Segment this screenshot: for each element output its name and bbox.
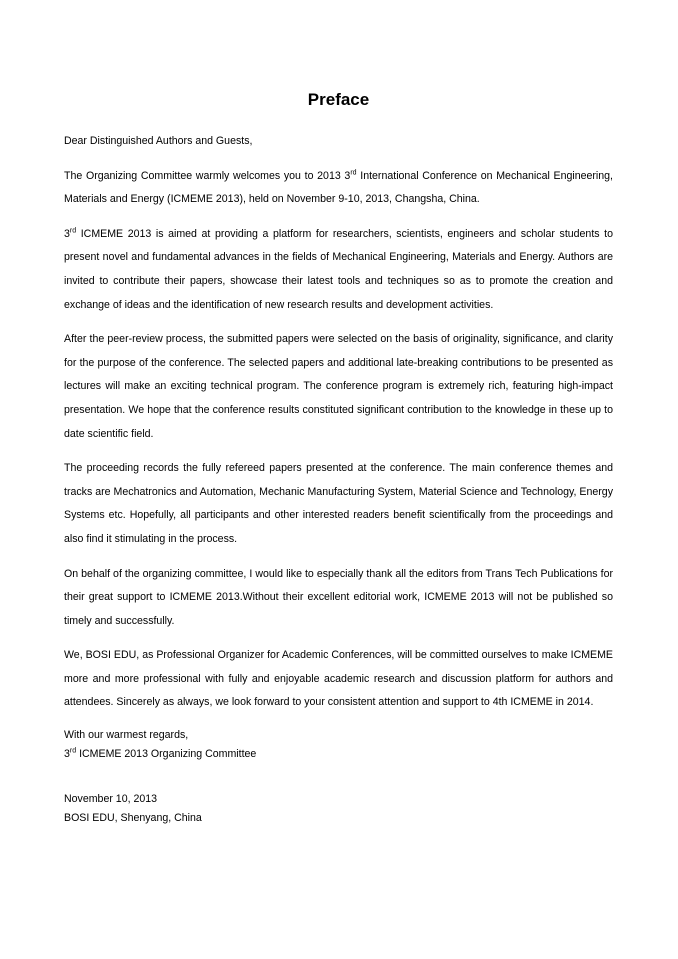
- spacer: [64, 764, 613, 790]
- paragraph-welcome-text-a: The Organizing Committee warmly welcomes you to 2013 3: [64, 169, 351, 182]
- paragraph-thanks: On behalf of the organizing committee, I would like to especially thank all the editors from Trans Tech Publications for their great support to ICMEME 2013.Without their excellent editorial work, ICMEME 2013 will not be published so timely and successfully.: [64, 567, 613, 627]
- paragraph-proceedings: The proceeding records the fully refereed papers presented at the conference. The main conference themes and tracks are Mechatronics and Automation, Mechanic Manufacturing System, Material Science and Technology, Energy Systems etc. Hopefully, all participants and other interested readers benefit scientifically from the proceedings and also find it stimulating in the process.: [64, 462, 613, 545]
- paragraph-welcome: [64, 165, 613, 212]
- paragraph-welcome-text-b: International Conference on Mechanical Engineering, Materials and Energy (ICMEME 2013), held on November 9-10, 2013, Changsha, China.: [64, 169, 613, 206]
- paragraph-review: After the peer-review process, the submitted papers were selected on the basis of originality, significance, and clarity for the purpose of the conference. The selected papers and additional late-breaking contributions to be presented as lectures will make an exciting technical program. The conference program is extremely rich, featuring high-impact presentation. We hope that the conference results constituted significant contribution to the knowledge in these up to date scientific field.: [64, 333, 613, 440]
- date-line: November 10, 2013: [64, 793, 158, 806]
- closing-line: With our warmest regards,: [64, 729, 189, 742]
- ordinal-suffix: rd: [69, 227, 77, 235]
- signature-text-b: ICMEME 2013 Organizing Committee: [76, 748, 257, 761]
- paragraph-aim-text-b: ICMEME 2013 is aimed at providing a platform for researchers, scientists, engineers and scholar students to present novel and fundamental advances in the fields of Mechanical Engineering, Materials and Energy. Authors are invited to contribute their papers, showcase their latest tools and techniques so as to promote the creation and exchange of ideas and the identification of new research results and development activities.: [64, 227, 613, 311]
- signature-text-a: 3: [64, 748, 70, 761]
- paragraph-organizer: We, BOSI EDU, as Professional Organizer for Academic Conferences, will be committed ourselves to make ICMEME more and more professional with fully and enjoyable academic research and discussion platform for authors and attendees. Sincerely as always, we look forward to your consistent attention and support to 4th ICMEME in 2014.: [64, 649, 613, 709]
- paragraph-aim-text-a: 3: [64, 227, 70, 240]
- paragraph-aim: [64, 223, 613, 317]
- document-page: [64, 90, 613, 828]
- location-line: BOSI EDU, Shenyang, China: [64, 812, 202, 825]
- signature-line: [64, 745, 613, 764]
- page-title: Preface: [307, 90, 370, 109]
- salutation: Dear Distinguished Authors and Guests,: [64, 135, 253, 147]
- ordinal-suffix: rd: [350, 169, 357, 177]
- ordinal-suffix: rd: [69, 747, 77, 755]
